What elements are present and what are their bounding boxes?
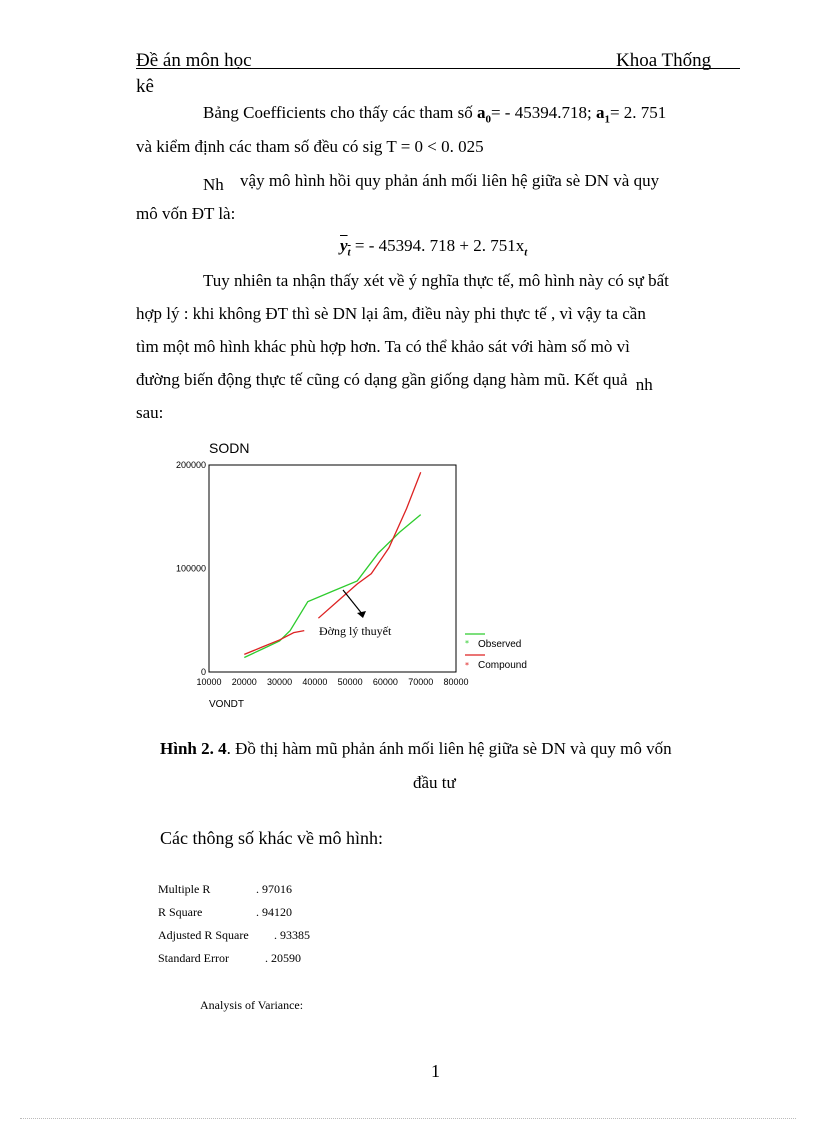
chart-legend xyxy=(465,634,527,671)
legend-compound-marker: * xyxy=(465,661,469,670)
para3-line5: sau: xyxy=(136,403,164,422)
page-bottom-border xyxy=(20,1118,796,1119)
a1-value: = 2. 751 xyxy=(609,103,667,122)
x-tick-label: 60000 xyxy=(372,677,398,687)
header-continuation: kê xyxy=(136,76,154,97)
header-right: Khoa Thống xyxy=(616,50,712,71)
anova-heading: Analysis of Variance: xyxy=(200,998,304,1012)
figure-caption xyxy=(160,738,672,760)
para1-line1 xyxy=(203,102,666,130)
page-number: 1 xyxy=(431,1061,440,1081)
y-tick-label: 0 xyxy=(200,667,206,677)
stats-row: Multiple R . 97016 xyxy=(158,882,292,896)
para3-line4: đường biến động thực tế cũng có dạng gần giống dạng hàm mũ. Kết quả nh xyxy=(136,370,653,394)
equation-rhs-sub: t xyxy=(524,246,528,259)
x-tick-label: 10000 xyxy=(196,677,222,687)
stats-row: Adjusted R Square . 93385 xyxy=(158,928,310,942)
x-tick-label: 30000 xyxy=(267,677,293,687)
annotation-arrowhead xyxy=(357,611,366,618)
y-tick-label: 200000 xyxy=(175,460,206,470)
stats-row: Standard Error . 20590 xyxy=(158,951,301,965)
para2-rest: vậy mô hình hồi quy phản ánh mối liên hệ giữa sè DN và quy xyxy=(240,171,660,190)
legend-compound-label: Compound xyxy=(478,660,527,671)
para3-line2: hợp lý : khi không ĐT thì sè DN lại âm, điều này phi thực tế , vì vậy ta cần xyxy=(136,304,646,323)
caption-text: . Đồ thị hàm mũ phản ánh mối liên hệ giữa sè DN và quy mô vốn xyxy=(226,739,672,758)
para1-line2: và kiểm định các tham số đều có sig T = 0 < 0. 025 xyxy=(136,137,484,156)
series-line-compound-2 xyxy=(318,472,420,618)
compound-chart xyxy=(150,430,550,720)
stats-row: R Square . 94120 xyxy=(158,905,292,919)
plot-frame xyxy=(209,465,456,672)
x-tick-label: 80000 xyxy=(443,677,469,687)
para2-line2: mô vốn ĐT là: xyxy=(136,204,236,223)
annotation-arrow xyxy=(343,590,363,615)
para2-start: Nh xyxy=(203,175,224,194)
para2-line1 xyxy=(203,170,740,192)
x-tick-label: 40000 xyxy=(302,677,328,687)
x-tick-label: 70000 xyxy=(408,677,434,687)
regression-equation xyxy=(340,236,527,258)
chart-title: SODN xyxy=(209,440,250,456)
legend-observed-marker: * xyxy=(465,639,469,648)
a0-symbol: $a_0$ xyxy=(476,103,491,126)
para3-line1: Tuy nhiên ta nhận thấy xét về ý nghĩa thực tế, mô hình này có sự bất xyxy=(203,271,669,290)
x-tick-label: 20000 xyxy=(231,677,257,687)
caption-label: Hình 2. 4 xyxy=(160,739,227,758)
chart-annotation: Đờng lý thuyết xyxy=(319,624,392,638)
para1-text: Bảng Coefficients cho thấy các tham số xyxy=(203,103,473,122)
stats-heading: Các thông số khác về mô hình: xyxy=(160,828,383,848)
x-axis-label: VONDT xyxy=(209,699,244,710)
para3-line3: tìm một mô hình khác phù hợp hơn. Ta có thể khảo sát với hàm số mò vì xyxy=(136,337,630,356)
figure-caption-line2: đầu tư xyxy=(413,773,456,792)
legend-observed-label: Observed xyxy=(478,639,522,650)
equation-lhs: $y_t$ xyxy=(340,236,351,259)
a0-value: = - 45394.718; xyxy=(490,103,592,122)
stats-table xyxy=(158,878,310,970)
x-tick-label: 50000 xyxy=(337,677,363,687)
header-rule xyxy=(136,68,740,69)
series-line-compound-1 xyxy=(244,631,304,655)
a1-symbol: $a_1$ xyxy=(595,103,610,126)
header-left: Đề án môn học xyxy=(136,50,252,71)
equation-rhs: = - 45394. 718 + 2. 751x xyxy=(354,236,525,255)
y-tick-label: 100000 xyxy=(175,563,206,574)
